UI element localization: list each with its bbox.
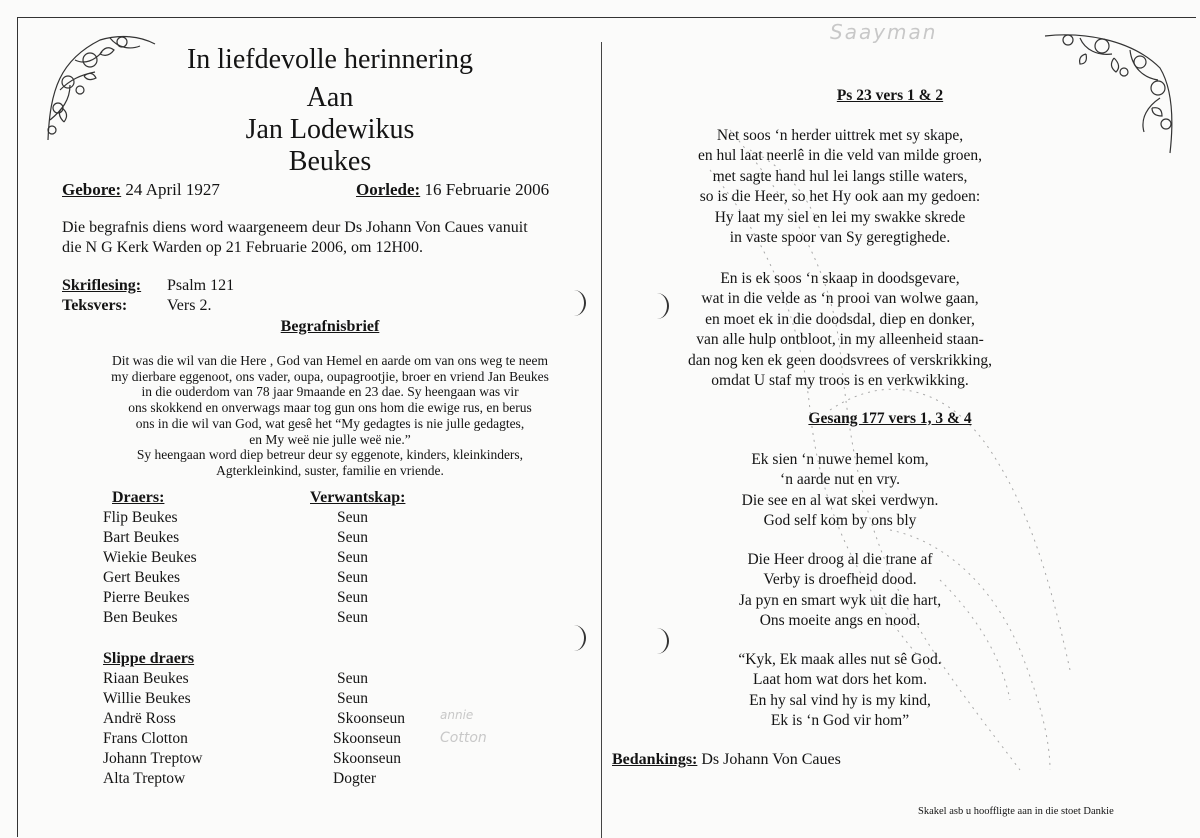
psalm-heading: Ps 23 vers 1 & 2 bbox=[836, 87, 944, 104]
poem-line: ‘n aarde nut en vry. bbox=[780, 471, 900, 489]
psalm-verse bbox=[560, 126, 1120, 248]
poem-line: van alle hulp ontbloot, in my alleenheid staan- bbox=[696, 331, 984, 349]
died-label: Oorlede: bbox=[356, 180, 421, 199]
bearer-relation: Seun bbox=[337, 569, 368, 586]
bearer-name: Wiekie Beukes bbox=[103, 549, 197, 566]
poem-line: Hy laat my siel en lei my swakke skrede bbox=[714, 208, 966, 226]
letter-line: Dit was die wil van die Here , God van Hemel en aarde om van ons weg te neem bbox=[112, 353, 548, 368]
bearer-relation: Seun bbox=[337, 549, 368, 566]
pall-bearer-relation: Dogter bbox=[333, 770, 377, 787]
bearers-heading: Draers: bbox=[112, 489, 165, 506]
bearer-name: Bart Beukes bbox=[103, 529, 180, 546]
poem-line: en moet ek in die doodsdal, diep en donker, bbox=[705, 310, 975, 328]
poem-line: met sagte hand hul lei langs stille waters, bbox=[712, 167, 968, 185]
poem-line: omdat U staf my troos is en verkwikking. bbox=[711, 372, 969, 390]
text-value: Vers 2. bbox=[167, 297, 212, 314]
thanks-value: Ds Johann Von Caues bbox=[701, 751, 841, 768]
poem-line: wat in die velde as ‘n prooi van wolwe gaan, bbox=[701, 290, 979, 308]
poem-line: en hul laat neerlê in die veld van milde groen, bbox=[697, 147, 983, 165]
letter-heading: Begrafnisbrief bbox=[280, 318, 380, 335]
poem-line: En hy sal vind hy is my kind, bbox=[749, 691, 931, 709]
thanks-label: Bedankings: bbox=[612, 751, 698, 768]
memorial-heading-aan: Aan bbox=[306, 82, 354, 113]
letter-line: Agterkleinkind, suster, familie en vriende. bbox=[216, 462, 444, 478]
pall-bearer-name: Willie Beukes bbox=[103, 690, 191, 707]
poem-line: Verby is droefheid dood. bbox=[763, 571, 917, 589]
poem-line: Die see en al wat skei verdwyn. bbox=[741, 491, 939, 509]
poem-line: Ek is ‘n God vir hom” bbox=[770, 712, 910, 730]
pall-bearer-relation: Seun bbox=[337, 690, 368, 707]
hymn-verse bbox=[560, 450, 1120, 532]
pall-bearers-heading: Slippe draers bbox=[103, 650, 195, 667]
pall-bearer-name: Riaan Beukes bbox=[103, 670, 189, 687]
bearer-relation: Seun bbox=[337, 529, 368, 546]
bearer-name: Pierre Beukes bbox=[103, 589, 190, 606]
poem-line: dan nog ken ek geen doodsvrees of verskrikking, bbox=[688, 351, 992, 369]
born-label: Gebore: bbox=[62, 180, 122, 199]
poem-line: Die Heer droog al die trane af bbox=[747, 551, 933, 568]
poem-line: Laat hom wat dors het kom. bbox=[753, 671, 927, 689]
pall-bearer-name: Andrë Ross bbox=[103, 710, 176, 727]
handwritten-note: annie bbox=[440, 708, 474, 722]
funeral-letter bbox=[60, 353, 600, 479]
bearer-relation: Seun bbox=[337, 509, 368, 526]
service-line-2: die N G Kerk Warden op 21 Februarie 2006, om 12H00. bbox=[62, 239, 424, 256]
poem-line: En is ek soos ‘n skaap in doodsgevare, bbox=[720, 270, 960, 287]
memorial-heading: In liefdevolle herinnering bbox=[186, 44, 474, 75]
hymn-verse bbox=[560, 550, 1120, 632]
relation-heading: Verwantskap: bbox=[310, 489, 406, 506]
pall-bearer-name: Frans Clotton bbox=[103, 730, 188, 747]
pall-bearer-relation: Seun bbox=[337, 670, 368, 687]
text-label: Teksvers: bbox=[62, 297, 128, 314]
letter-line: en My weë nie julle weë nie.” bbox=[249, 431, 411, 447]
bearer-name: Ben Beukes bbox=[103, 609, 178, 626]
bearer-relation: Seun bbox=[337, 589, 368, 606]
handwritten-surname: Saayman bbox=[830, 20, 938, 44]
pall-bearer-relation: Skoonseun bbox=[333, 750, 402, 767]
pall-bearer-relation: Skoonseun bbox=[333, 730, 402, 747]
pall-bearer-relation: Skoonseun bbox=[337, 710, 406, 727]
poem-line: Ons moeite angs en nood. bbox=[759, 612, 921, 630]
poem-line: Ek sien ‘n nuwe hemel kom, bbox=[751, 451, 929, 468]
letter-line: in die ouderdom van 78 jaar 9maande en 23 dae. Sy heengaan was vir bbox=[141, 384, 519, 400]
bearer-relation: Seun bbox=[337, 609, 368, 626]
letter-line: my dierbare eggenoot, ons vader, oupa, oupagrootjie, broer en vriend Jan Beukes bbox=[111, 368, 549, 384]
birth-line bbox=[62, 180, 220, 200]
reading-value: Psalm 121 bbox=[167, 277, 235, 294]
reading-label: Skriflesing: bbox=[62, 277, 142, 294]
hymn-heading: Gesang 177 vers 1, 3 & 4 bbox=[808, 410, 972, 427]
poem-line: so is die Heer, so het Hy ook aan my gedoen: bbox=[699, 188, 981, 206]
death-line bbox=[356, 180, 549, 200]
bearer-name: Flip Beukes bbox=[103, 509, 178, 526]
poem-line: Ja pyn en smart wyk uit die hart, bbox=[738, 591, 942, 609]
psalm-verse bbox=[560, 269, 1120, 391]
service-line-1: Die begrafnis diens word waargeneem deur Ds Johann Von Caues vanuit bbox=[62, 219, 528, 236]
hymn-verse bbox=[560, 650, 1120, 732]
thanks-line bbox=[612, 751, 841, 769]
letter-line: ons in die wil van God, wat gesê het “My gedagtes is nie julle gedagtes, bbox=[135, 415, 525, 431]
pall-bearer-name: Johann Treptow bbox=[103, 750, 203, 767]
letter-line: Sy heengaan word diep betreur deur sy eggenote, kinders, kleinkinders, bbox=[136, 447, 524, 463]
poem-line: God self kom by ons bly bbox=[763, 512, 917, 530]
poem-line: in vaste spoor van Sy geregtighede. bbox=[729, 229, 951, 247]
born-value: 24 April 1927 bbox=[125, 180, 220, 199]
bearer-name: Gert Beukes bbox=[103, 569, 181, 586]
letter-line: ons skokkend en onverwags maar tog gun ons hom die ewige rus, en berus bbox=[128, 400, 532, 416]
deceased-name-first: Jan Lodewikus bbox=[245, 114, 415, 145]
pall-bearer-name: Alta Treptow bbox=[103, 770, 186, 787]
died-value: 16 Februarie 2006 bbox=[424, 180, 550, 199]
poem-line: “Kyk, Ek maak alles nut sê God. bbox=[738, 651, 942, 668]
handwritten-note: Cotton bbox=[440, 730, 487, 746]
poem-line: Net soos ‘n herder uittrek met sy skape, bbox=[716, 127, 964, 144]
footer-note: Skakel asb u hooffligte aan in die stoet Dankie bbox=[918, 806, 1114, 817]
deceased-name-last: Beukes bbox=[288, 146, 372, 177]
